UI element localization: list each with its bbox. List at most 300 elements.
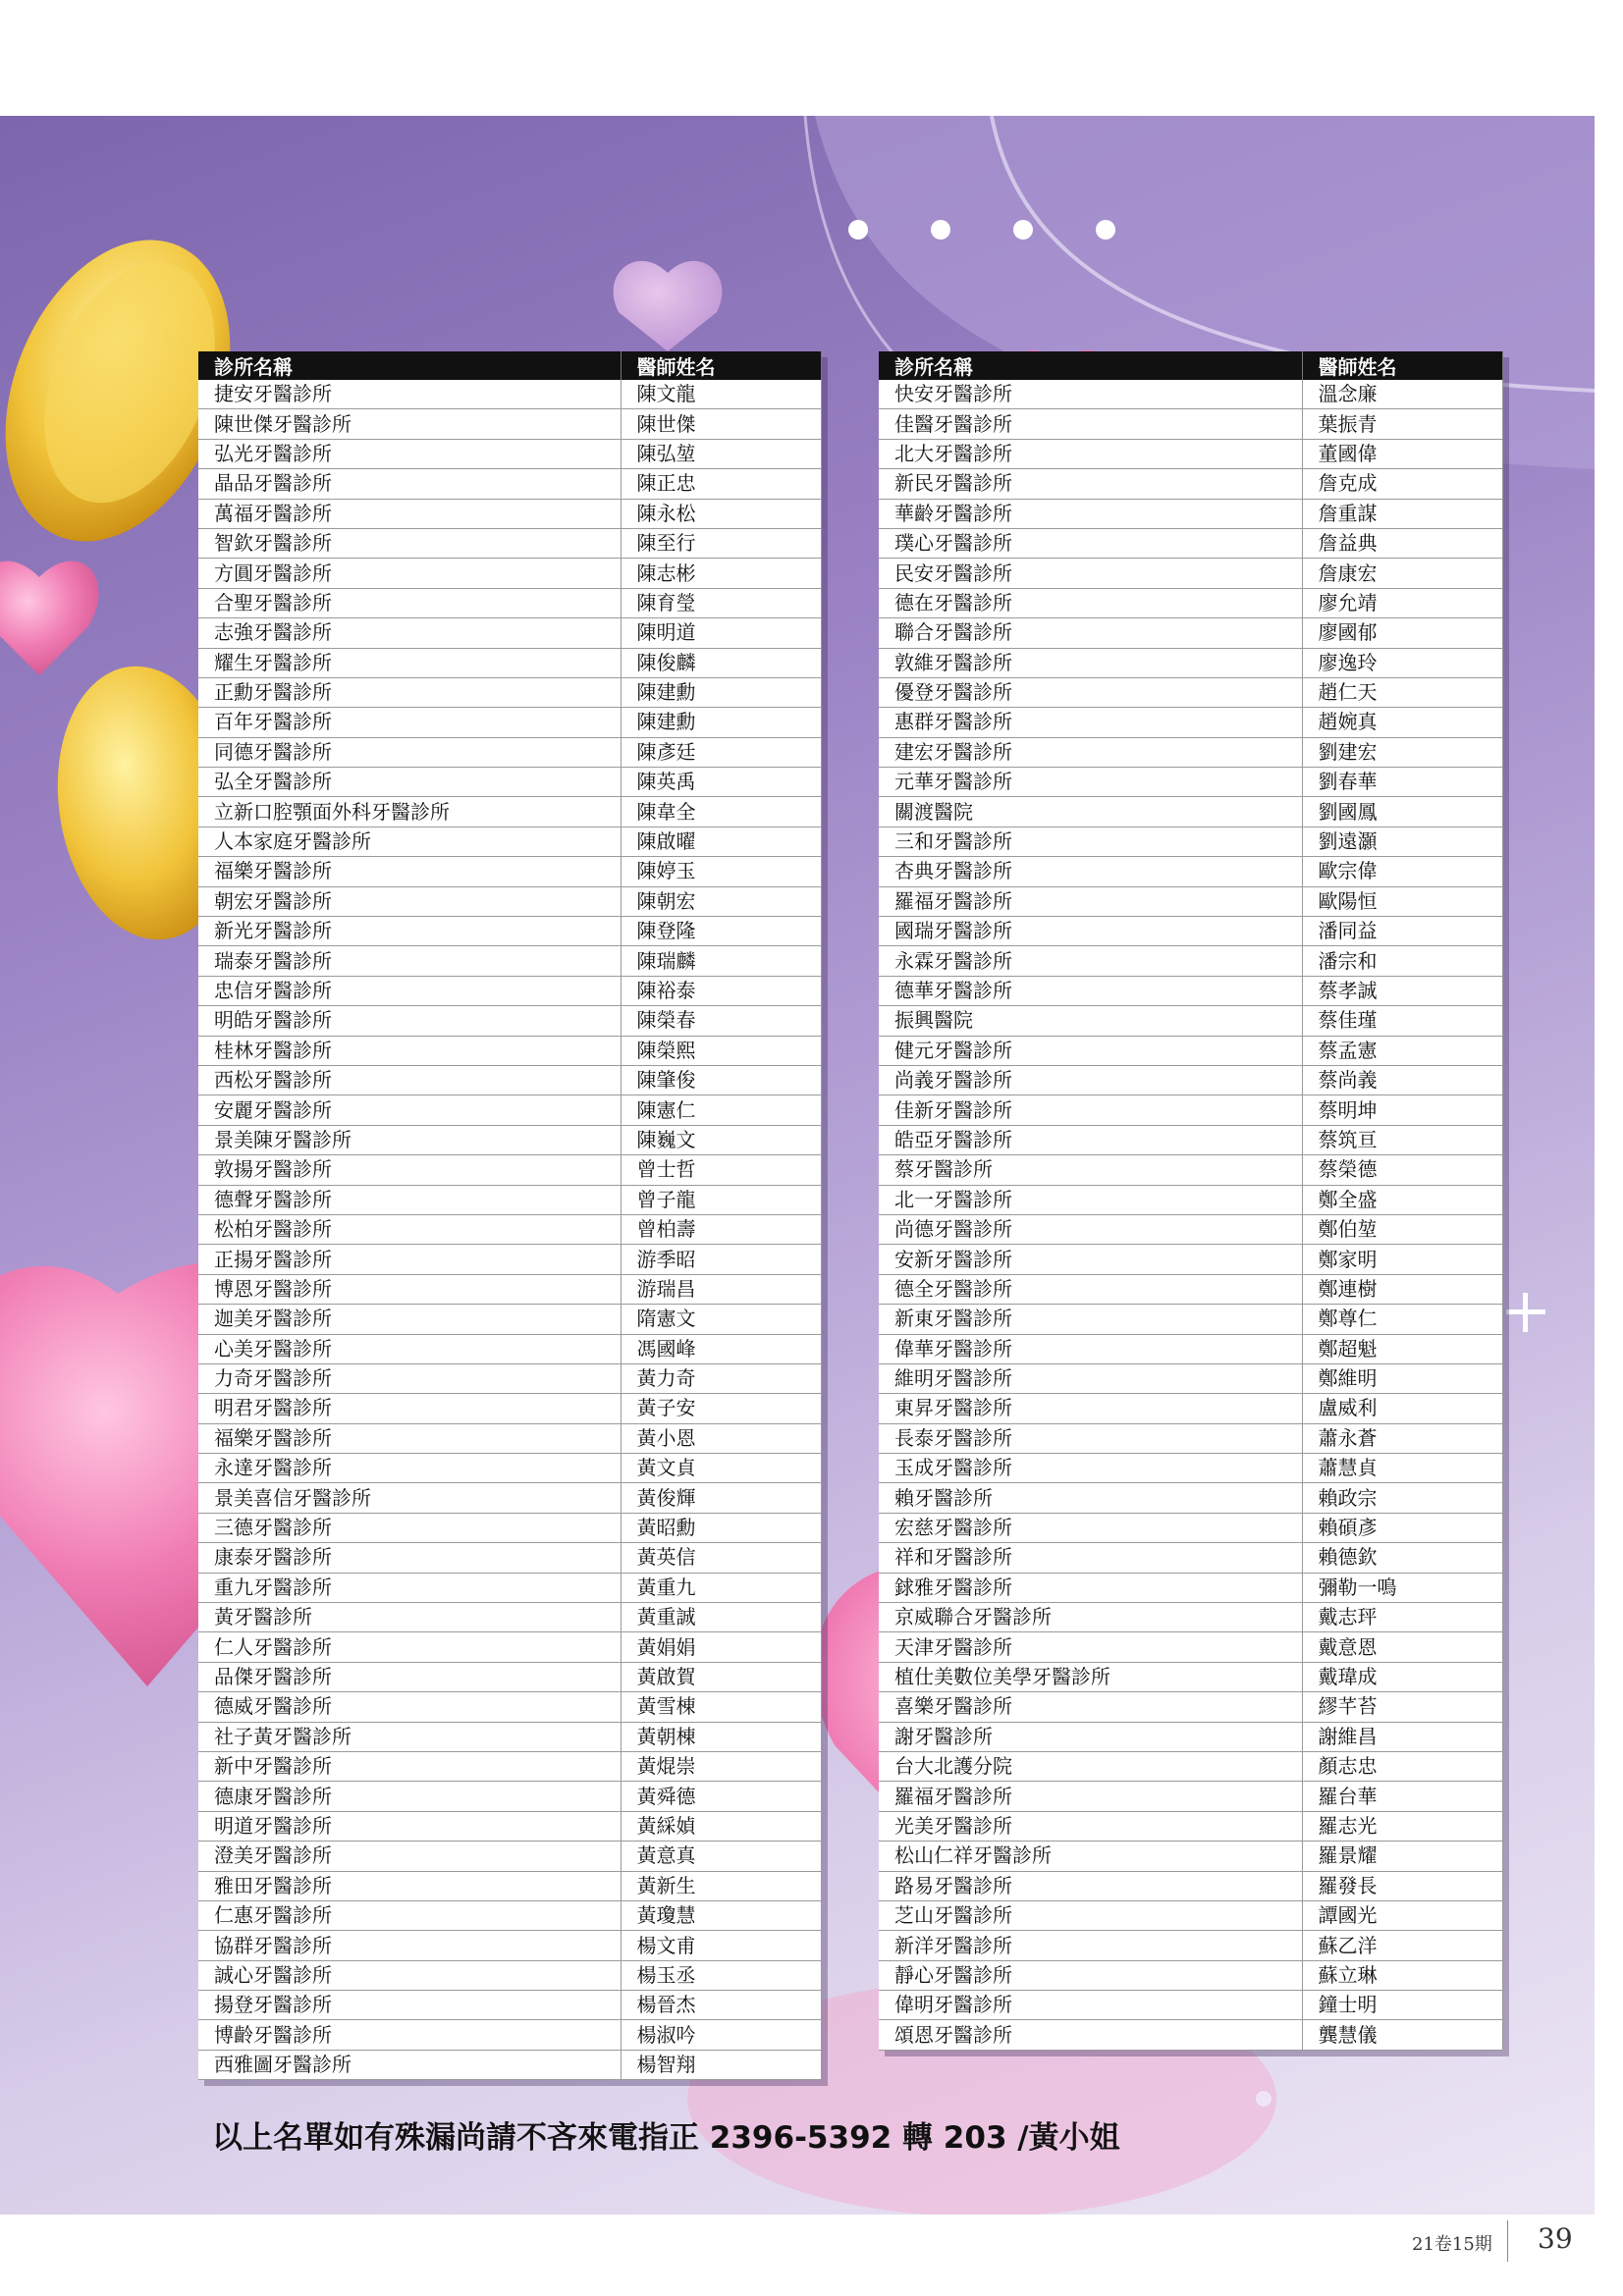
clinic-name: 立新口腔顎面外科牙醫診所 [198, 797, 621, 827]
doctor-name: 鄭超魁 [1302, 1334, 1502, 1363]
clinic-name: 振興醫院 [879, 1006, 1302, 1036]
table-row [879, 1006, 1502, 1036]
doctor-name: 羅發長 [1302, 1871, 1502, 1900]
clinic-name: 羅福牙醫診所 [879, 1782, 1302, 1811]
doctor-name: 楊淑吟 [621, 2020, 821, 2050]
doctor-name: 鄭伯堃 [1302, 1214, 1502, 1244]
doctor-name: 蘇乙洋 [1302, 1931, 1502, 1960]
clinic-name: 德在牙醫診所 [879, 588, 1302, 617]
table-row [879, 1573, 1502, 1602]
table-row [879, 1334, 1502, 1363]
table-row [879, 827, 1502, 856]
clinic-name: 安麗牙醫診所 [198, 1095, 621, 1125]
table-row [198, 469, 821, 499]
doctor-name: 鄭連樹 [1302, 1274, 1502, 1304]
table-row [879, 1543, 1502, 1573]
clinic-name: 心美牙醫診所 [198, 1334, 621, 1363]
doctor-name: 黃文貞 [621, 1454, 821, 1483]
table-row [198, 1871, 821, 1900]
doctor-name: 戴志玶 [1302, 1603, 1502, 1632]
table-row [198, 528, 821, 558]
decorative-dots [848, 220, 1123, 243]
table-row [879, 1065, 1502, 1095]
clinic-name: 佳新牙醫診所 [879, 1095, 1302, 1125]
clinic-name: 敦揚牙醫診所 [198, 1155, 621, 1185]
clinic-name: 德聲牙醫診所 [198, 1185, 621, 1214]
clinic-name: 尚德牙醫診所 [879, 1214, 1302, 1244]
table-row [879, 499, 1502, 528]
clinic-name: 德康牙醫診所 [198, 1782, 621, 1811]
doctor-name: 趙仁天 [1302, 677, 1502, 707]
table-row [198, 1454, 821, 1483]
clinic-name: 靜心牙醫診所 [879, 1960, 1302, 1990]
table-row [879, 1692, 1502, 1722]
table-row [198, 976, 821, 1005]
clinic-name: 德威牙醫診所 [198, 1692, 621, 1722]
clinic-name: 玉成牙醫診所 [879, 1454, 1302, 1483]
clinic-name: 品傑牙醫診所 [198, 1662, 621, 1691]
doctor-name: 陳彥廷 [621, 737, 821, 767]
table-row [879, 1931, 1502, 1960]
table-row [879, 1214, 1502, 1244]
table-row [879, 768, 1502, 797]
doctor-name: 曾子龍 [621, 1185, 821, 1214]
clinic-name: 維明牙醫診所 [879, 1363, 1302, 1393]
doctor-name: 廖允靖 [1302, 588, 1502, 617]
column-header-clinic: 診所名稱 [879, 351, 1302, 380]
clinic-name: 捷安牙醫診所 [198, 380, 621, 409]
table-row [198, 1692, 821, 1722]
doctor-name: 廖國郁 [1302, 618, 1502, 648]
doctor-name: 戴意恩 [1302, 1632, 1502, 1662]
table-row [198, 2050, 821, 2079]
table-row [879, 1662, 1502, 1691]
table-row [198, 886, 821, 916]
doctor-name: 陳建勳 [621, 708, 821, 737]
table-row [198, 1065, 821, 1095]
doctor-name: 戴瑋成 [1302, 1662, 1502, 1691]
doctor-name: 黃力奇 [621, 1363, 821, 1393]
doctor-name: 劉遠灝 [1302, 827, 1502, 856]
doctor-name: 黃娟娟 [621, 1632, 821, 1662]
doctor-name: 曾柏壽 [621, 1214, 821, 1244]
doctor-name: 蔡明坤 [1302, 1095, 1502, 1125]
doctor-name: 楊文甫 [621, 1931, 821, 1960]
clinic-name: 新民牙醫診所 [879, 469, 1302, 499]
table-row [198, 1782, 821, 1811]
table-header-row [879, 351, 1502, 380]
table-row [879, 469, 1502, 499]
table-row [879, 1423, 1502, 1453]
table-row [198, 1274, 821, 1304]
clinic-name: 祥和牙醫診所 [879, 1543, 1302, 1573]
clinic-name: 黃牙醫診所 [198, 1603, 621, 1632]
table-row [879, 917, 1502, 946]
clinic-name: 仁人牙醫診所 [198, 1632, 621, 1662]
table-row [198, 1722, 821, 1751]
clinic-name: 新洋牙醫診所 [879, 1931, 1302, 1960]
doctor-name: 陳啟曜 [621, 827, 821, 856]
doctor-name: 隋憲文 [621, 1305, 821, 1334]
clinic-name: 百年牙醫診所 [198, 708, 621, 737]
clinic-name: 萬福牙醫診所 [198, 499, 621, 528]
page-number: 39 [1538, 2222, 1573, 2255]
issue-label: 21卷15期 [1412, 2234, 1492, 2255]
doctor-name: 董國偉 [1302, 439, 1502, 468]
table-row [198, 1603, 821, 1632]
clinic-name: 喜樂牙醫診所 [879, 1692, 1302, 1722]
clinic-name: 新光牙醫診所 [198, 917, 621, 946]
doctor-name: 廖逸玲 [1302, 648, 1502, 677]
doctor-name: 陳韋全 [621, 797, 821, 827]
table-row [198, 1483, 821, 1513]
clinic-name: 東昇牙醫診所 [879, 1394, 1302, 1423]
table-row [198, 1632, 821, 1662]
clinic-name: 弘光牙醫診所 [198, 439, 621, 468]
doctor-name: 劉國鳳 [1302, 797, 1502, 827]
table-row [198, 827, 821, 856]
table-header-row [198, 351, 821, 380]
table-row [879, 1632, 1502, 1662]
clinic-name: 博齡牙醫診所 [198, 2020, 621, 2050]
table-body [198, 380, 821, 2080]
clinic-name: 賴牙醫診所 [879, 1483, 1302, 1513]
table-row [879, 737, 1502, 767]
doctor-name: 陳巍文 [621, 1125, 821, 1154]
doctor-name: 黃英信 [621, 1543, 821, 1573]
table-row [198, 1900, 821, 1930]
table-row [198, 409, 821, 439]
clinic-name: 福樂牙醫診所 [198, 857, 621, 886]
column-header-doctor: 醫師姓名 [621, 351, 821, 380]
clinic-name: 正揚牙醫診所 [198, 1245, 621, 1274]
clinic-name: 頌恩牙醫診所 [879, 2020, 1302, 2050]
clinic-name: 長泰牙醫診所 [879, 1423, 1302, 1453]
clinic-name: 景美喜信牙醫診所 [198, 1483, 621, 1513]
doctor-name: 黃瓊慧 [621, 1900, 821, 1930]
table-row [879, 708, 1502, 737]
doctor-name: 陳英禹 [621, 768, 821, 797]
table-row [879, 588, 1502, 617]
doctor-name: 黃舜德 [621, 1782, 821, 1811]
doctor-name: 黃意真 [621, 1842, 821, 1871]
clinic-name: 明皓牙醫診所 [198, 1006, 621, 1036]
doctor-name: 陳瑞麟 [621, 946, 821, 976]
doctor-name: 歐陽恒 [1302, 886, 1502, 916]
clinic-name: 耀生牙醫診所 [198, 648, 621, 677]
doctor-name: 黃重九 [621, 1573, 821, 1602]
table-row [879, 976, 1502, 1005]
table-row [879, 797, 1502, 827]
table-row [879, 1782, 1502, 1811]
doctor-name: 游瑞昌 [621, 1274, 821, 1304]
table-row [879, 1363, 1502, 1393]
doctor-name: 詹重謀 [1302, 499, 1502, 528]
clinic-name: 偉明牙醫診所 [879, 1991, 1302, 2020]
table-row [198, 1513, 821, 1542]
clinic-name: 重九牙醫診所 [198, 1573, 621, 1602]
doctor-name: 陳正忠 [621, 469, 821, 499]
dot [848, 220, 868, 240]
clinic-name: 敦維牙醫診所 [879, 648, 1302, 677]
clinic-name: 安新牙醫診所 [879, 1245, 1302, 1274]
clinic-name: 合聖牙醫診所 [198, 588, 621, 617]
table-row [198, 1842, 821, 1871]
table-row [879, 1454, 1502, 1483]
table-row [198, 439, 821, 468]
clinic-name: 惠群牙醫診所 [879, 708, 1302, 737]
doctor-name: 詹克成 [1302, 469, 1502, 499]
table-row [198, 1363, 821, 1393]
clinic-name: 人本家庭牙醫診所 [198, 827, 621, 856]
doctor-name: 黃啟賀 [621, 1662, 821, 1691]
clinic-name: 方圓牙醫診所 [198, 559, 621, 588]
table-row [198, 1095, 821, 1125]
table-row [198, 559, 821, 588]
doctor-name: 譚國光 [1302, 1900, 1502, 1930]
table-row [198, 1931, 821, 1960]
table-body [879, 380, 1502, 2050]
clinic-name: 光美牙醫診所 [879, 1811, 1302, 1841]
clinic-name: 正勳牙醫診所 [198, 677, 621, 707]
doctor-name: 蔡筑亘 [1302, 1125, 1502, 1154]
clinic-name: 西松牙醫診所 [198, 1065, 621, 1095]
doctor-name: 陳文龍 [621, 380, 821, 409]
doctor-name: 陳榮熙 [621, 1036, 821, 1065]
clinic-name: 揚登牙醫診所 [198, 1991, 621, 2020]
doctor-name: 陳登隆 [621, 917, 821, 946]
clinic-name: 蔡牙醫診所 [879, 1155, 1302, 1185]
doctor-name: 蔡榮德 [1302, 1155, 1502, 1185]
doctor-name: 葉振青 [1302, 409, 1502, 439]
clinic-name: 澄美牙醫診所 [198, 1842, 621, 1871]
table-row [879, 618, 1502, 648]
doctor-name: 陳俊麟 [621, 648, 821, 677]
clinic-name: 明道牙醫診所 [198, 1811, 621, 1841]
doctor-name: 鄭家明 [1302, 1245, 1502, 1274]
clinic-name: 國瑞牙醫診所 [879, 917, 1302, 946]
clinic-name: 陳世傑牙醫診所 [198, 409, 621, 439]
doctor-name: 溫念廉 [1302, 380, 1502, 409]
doctor-name: 蕭慧貞 [1302, 1454, 1502, 1483]
table-row [198, 1394, 821, 1423]
table-row [198, 618, 821, 648]
table-row [879, 559, 1502, 588]
table-row [879, 648, 1502, 677]
doctor-name: 陳至行 [621, 528, 821, 558]
doctor-name: 賴碩彥 [1302, 1513, 1502, 1542]
clinic-name: 三德牙醫診所 [198, 1513, 621, 1542]
clinic-name: 路易牙醫診所 [879, 1871, 1302, 1900]
table-row [879, 380, 1502, 409]
doctor-name: 蔡孟憲 [1302, 1036, 1502, 1065]
clinic-name: 協群牙醫診所 [198, 1931, 621, 1960]
table-row [879, 1603, 1502, 1632]
table-row [879, 1722, 1502, 1751]
doctor-name: 陳永松 [621, 499, 821, 528]
doctor-name: 劉春華 [1302, 768, 1502, 797]
table-row [198, 648, 821, 677]
table-row [198, 708, 821, 737]
clinic-name: 謝牙醫診所 [879, 1722, 1302, 1751]
table-row [198, 768, 821, 797]
clinic-name: 景美陳牙醫診所 [198, 1125, 621, 1154]
clinic-name: 尚義牙醫診所 [879, 1065, 1302, 1095]
table-row [879, 1036, 1502, 1065]
doctor-name: 蕭永蒼 [1302, 1423, 1502, 1453]
table-row [198, 917, 821, 946]
doctor-name: 賴政宗 [1302, 1483, 1502, 1513]
doctor-name: 游季昭 [621, 1245, 821, 1274]
clinic-name: 瑞泰牙醫診所 [198, 946, 621, 976]
doctor-name: 賴德欽 [1302, 1543, 1502, 1573]
clinic-name: 誠心牙醫診所 [198, 1960, 621, 1990]
doctor-name: 黃俊輝 [621, 1483, 821, 1513]
clinic-name: 建宏牙醫診所 [879, 737, 1302, 767]
table-row [879, 409, 1502, 439]
table-row [879, 1483, 1502, 1513]
doctor-name: 陳弘堃 [621, 439, 821, 468]
doctor-name: 黃新生 [621, 1871, 821, 1900]
doctor-name: 羅台華 [1302, 1782, 1502, 1811]
doctor-name: 黃昭勳 [621, 1513, 821, 1542]
doctor-name: 龔慧儀 [1302, 2020, 1502, 2050]
table-row [198, 2020, 821, 2050]
doctor-name: 繆芊苔 [1302, 1692, 1502, 1722]
table-row [198, 1185, 821, 1214]
table-row [198, 588, 821, 617]
doctor-name: 羅景耀 [1302, 1842, 1502, 1871]
clinic-name: 三和牙醫診所 [879, 827, 1302, 856]
doctor-name: 陳世傑 [621, 409, 821, 439]
doctor-name: 黃重誠 [621, 1603, 821, 1632]
clinic-name: 康泰牙醫診所 [198, 1543, 621, 1573]
clinic-name: 華齡牙醫診所 [879, 499, 1302, 528]
doctor-name: 陳志彬 [621, 559, 821, 588]
clinic-table-right [879, 351, 1503, 2051]
table-row [879, 677, 1502, 707]
table-row [198, 737, 821, 767]
clinic-name: 健元牙醫診所 [879, 1036, 1302, 1065]
doctor-name: 潘同益 [1302, 917, 1502, 946]
clinic-name: 羅福牙醫診所 [879, 886, 1302, 916]
doctor-name: 鄭全盛 [1302, 1185, 1502, 1214]
table-row [879, 946, 1502, 976]
clinic-name: 永霖牙醫診所 [879, 946, 1302, 976]
table-row [879, 1751, 1502, 1781]
doctor-name: 黃焜崇 [621, 1751, 821, 1781]
doctor-name: 陳建勳 [621, 677, 821, 707]
doctor-name: 鄭維明 [1302, 1363, 1502, 1393]
doctor-name: 鄭尊仁 [1302, 1305, 1502, 1334]
clinic-name: 仁惠牙醫診所 [198, 1900, 621, 1930]
doctor-name: 蔡尚義 [1302, 1065, 1502, 1095]
table-row [879, 1125, 1502, 1154]
dot [1013, 220, 1033, 240]
table-row [198, 1036, 821, 1065]
clinic-name: 京威聯合牙醫診所 [879, 1603, 1302, 1632]
clinic-name: 植仕美數位美學牙醫診所 [879, 1662, 1302, 1691]
table-row [198, 857, 821, 886]
clinic-name: 松柏牙醫診所 [198, 1214, 621, 1244]
doctor-name: 陳明道 [621, 618, 821, 648]
table-row [198, 677, 821, 707]
dot [1096, 220, 1115, 240]
table-row [198, 1245, 821, 1274]
clinic-name: 優登牙醫診所 [879, 677, 1302, 707]
table-row [198, 1125, 821, 1154]
table-row [879, 439, 1502, 468]
doctor-name: 蘇立琳 [1302, 1960, 1502, 1990]
clinic-name: 台大北護分院 [879, 1751, 1302, 1781]
clinic-name: 杏典牙醫診所 [879, 857, 1302, 886]
clinic-name: 天津牙醫診所 [879, 1632, 1302, 1662]
doctor-name: 謝維昌 [1302, 1722, 1502, 1751]
table-row [879, 1095, 1502, 1125]
clinic-name: 雅田牙醫診所 [198, 1871, 621, 1900]
doctor-name: 詹康宏 [1302, 559, 1502, 588]
table-row [879, 857, 1502, 886]
table-row [198, 946, 821, 976]
doctor-name: 顏志忠 [1302, 1751, 1502, 1781]
doctor-name: 陳肇俊 [621, 1065, 821, 1095]
clinic-table-left [198, 351, 822, 2080]
dot [931, 220, 950, 240]
clinic-name: 社子黃牙醫診所 [198, 1722, 621, 1751]
doctor-name: 趙婉真 [1302, 708, 1502, 737]
table-row [879, 1394, 1502, 1423]
doctor-name: 陳婷玉 [621, 857, 821, 886]
clinic-name: 璞心牙醫診所 [879, 528, 1302, 558]
clinic-name: 元華牙醫診所 [879, 768, 1302, 797]
clinic-name: 快安牙醫診所 [879, 380, 1302, 409]
clinic-name: 偉華牙醫診所 [879, 1334, 1302, 1363]
table-row [879, 1842, 1502, 1871]
table-row [198, 1543, 821, 1573]
clinic-name: 弘全牙醫診所 [198, 768, 621, 797]
clinic-name: 博恩牙醫診所 [198, 1274, 621, 1304]
table-row [198, 797, 821, 827]
doctor-name: 黃綵媜 [621, 1811, 821, 1841]
doctor-name: 盧威利 [1302, 1394, 1502, 1423]
table-row [198, 1334, 821, 1363]
clinic-name: 新東牙醫診所 [879, 1305, 1302, 1334]
correction-note: 以上名單如有殊漏尚請不吝來電指正 2396-5392 轉 203 /黃小姐 [212, 2120, 1120, 2156]
clinic-name: 志強牙醫診所 [198, 618, 621, 648]
table-row [879, 1305, 1502, 1334]
clinic-name: 福樂牙醫診所 [198, 1423, 621, 1453]
doctor-name: 黃雪棟 [621, 1692, 821, 1722]
doctor-name: 詹益典 [1302, 528, 1502, 558]
table-row [879, 1900, 1502, 1930]
doctor-name: 潘宗和 [1302, 946, 1502, 976]
doctor-name: 蔡孝誠 [1302, 976, 1502, 1005]
table-row [198, 1006, 821, 1036]
clinic-name: 佳醫牙醫診所 [879, 409, 1302, 439]
doctor-name: 羅志光 [1302, 1811, 1502, 1841]
table-row [198, 499, 821, 528]
doctor-name: 楊晉杰 [621, 1991, 821, 2020]
table-row [879, 1811, 1502, 1841]
table-row [198, 1214, 821, 1244]
column-header-clinic: 診所名稱 [198, 351, 621, 380]
table-row [198, 1811, 821, 1841]
clinic-name: 德華牙醫診所 [879, 976, 1302, 1005]
table-row [198, 1305, 821, 1334]
clinic-name: 北大牙醫診所 [879, 439, 1302, 468]
doctor-name: 劉建宏 [1302, 737, 1502, 767]
table-row [198, 1155, 821, 1185]
